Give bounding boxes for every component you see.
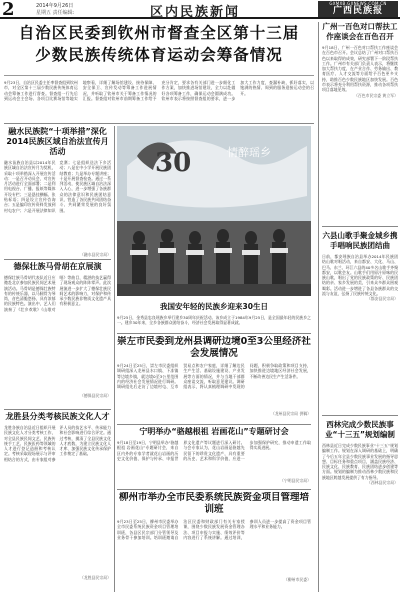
issue-date-sub: 星期五 责任编辑: xyxy=(36,10,75,16)
photo-caption-title: 我国安年轻的民族乡迎来30生日 xyxy=(160,302,268,311)
left-story-1-body: 融水苗族自治县以2014年民族区域自治法宣传月为契机，采取十项举措深入开展宣传活动：一是召开动员会，对宣传月活动进行全面部署；二是利用电视台、广播、报纸等媒体开设专栏；三是悬挂横幅、张贴标语；四是设立宣传咨询台；五是编印宣传资料发放到村屯农户；六是开展法律知识竞赛；七是组织送法下乡活动；八是在中小学开展民族团结教育；九是举办专题讲座；十是开展督查检查。通过一系列活动，使民族区域自治法深入人心，进一步增强了各族群众的法律意识和民族团结意识，营造了各民族共同团结奋斗、共同繁荣发展的良好氛围。 xyxy=(4,160,111,213)
center-story-1 xyxy=(117,336,311,422)
left-story-2-body: 德保壮族马骨胡代表队近日应邀赴北京参加民族民间艺术展演活动。马骨胡是德保壮族特有的传统乐器，以马腿骨为琴筒，音色清脆悠扬，具有浓郁的民族特色。演出中，艺人们演奏了《壮乡欢歌》《山歌对唱》等曲目，精湛的技艺赢得了现场观众的阵阵掌声。此次展演进一步扩大了德保壮族民间艺术的影响力，对保护和传承少数民族非物质文化遗产具有积极意义。 xyxy=(4,275,111,312)
brand-url: GXMXB.GXNEWS.COM.CN xyxy=(329,1,387,6)
center-story-2-body: 9月18日至19日，宁明县举办“骆越根祖 岩画花山”专题研讨会，来自区内外的专家学者就花山岩画的历史文化价值、保护与传承、申报世界文化遗产等议题进行深入研讨。与会专家认为，花山岩画是骆越先民留下的珍贵文化遗产，具有重要的历史、艺术和科学价值，应进一步加强保护研究，推动申遗工作取得实质进展。 xyxy=(117,440,311,461)
right-story-3-byline: （西林县民宗局） xyxy=(366,480,398,486)
photo-script-text: 情醉瑶乡 xyxy=(227,146,271,159)
divider xyxy=(117,424,311,425)
page-number: 2 xyxy=(2,0,15,20)
left-story-3-body: 龙胜各族自治县近日组织开展民族文化人才分类考核工作，对全县民族民间文艺、民族传统手工艺、民族医药等领域的人才进行登记造册和考核认定。考核采取现场展示与评审相结合的方式，由专家组对参评人员的技艺水平、传承能力和社会影响进行综合评定。通过考核，摸清了全县民族文化人才底数，为建立民族文化人才库、加强民族文化传承保护工作奠定了基础。 xyxy=(4,425,111,462)
left-story-3-byline: （龙胜县民宗局） xyxy=(79,575,111,580)
divider xyxy=(4,123,314,124)
center-story-3-byline: （柳州市民委） xyxy=(283,577,311,582)
divider xyxy=(117,489,311,490)
column-divider xyxy=(318,22,319,592)
section-title: 区内民族新闻 xyxy=(150,5,241,20)
right-story-2-byline: （都安县民宗局） xyxy=(366,296,398,302)
brand-name: 广西民族报 xyxy=(332,6,383,16)
left-story-1-byline: （融水县民宗局） xyxy=(79,252,111,257)
center-story-2-byline: （宁明县民宗局） xyxy=(279,478,311,483)
lead-headline-line2: 少数民族传统体育运动会筹备情况 xyxy=(35,46,283,64)
right-story-1-byline: （百色市民宗委 黄立军） xyxy=(353,92,398,98)
issue-date: 2014年9月26日 xyxy=(36,3,74,9)
left-story-3 xyxy=(4,412,111,590)
center-story-1-body: 9月24日至25日，崇左市民委组织调研组深入龙州县水口镇、下冻镇等边境乡镇，就边境0至3公里范围内的经济社会发展情况进行调研。调研组先后走访了边境村屯、互市贸易点和农户家庭，详细了解边民生产生活、基础设施建设、产业发展等方面的情况，并与当地干部群众座谈交流，听取意见建议。调研组表示，将认真梳理调研中发现的问题，积极争取政策和项目支持，加快推进边境地区经济社会发展，不断改善边民生产生活条件。 xyxy=(117,363,311,390)
right-story-2-body: 日前，都安瑶族自治县举办2014年民族团结山歌对唱活动，来自都安、大化、马山、巴马、东兰、环江六县的40多名山歌手齐聚都安，以歌会友。山歌手们用原汁原味的民族山歌，唱出了党的民族政策的好、民族团结的亲、家乡发展的美，引来众多群众围观喝彩。活动进一步增进了各县各族群众的交流与友谊，弘扬了民族传统文化。 xyxy=(322,254,398,297)
left-story-1-headline: 融水民族院“十项举措”深化 2014民族区域自治法宣传月活动 xyxy=(6,127,109,156)
right-story-1-headline: 广州一百色对口帮扶工作座谈会在百色召开 xyxy=(322,22,398,41)
column-divider xyxy=(114,126,115,592)
right-story-1-body: 9月18日，广州一百色对口帮扶工作座谈会在百色市召开。会议总结了广州对口帮扶百色以来取得的成效，研究部署下一阶段帮扶工作。广州市有关部门负责人表示，将继续加大帮扶力度，在产业合作、劳务输出、教育医疗、人才交流等方面给予百色更多支持，助推百色少数民族地区加快发展。百色市表示将充分利用帮扶资源，推动各项帮扶项目落地见效。 xyxy=(322,45,398,93)
right-story-3-body: 西林县近日完成少数民族事业“十三五”规划编制工作。规划在深入调研的基础上，明确了今后五年全县少数民族事业发展的指导思想、目标任务和重点项目，涵盖民族经济、民族文化、民族教育、民族团结进步创建等方面。规划的编制为推动西林少数民族和民族地区跨越发展提供了有力指导。 xyxy=(322,443,398,480)
center-story-1-headline: 崇左市民委到龙州县调研边境0至3公里经济社会发展情况 xyxy=(117,336,311,359)
right-story-3-headline: 西林完成少数民族事业“十三五”规划编制 xyxy=(325,420,395,439)
left-story-1 xyxy=(4,127,111,257)
divider xyxy=(322,226,398,227)
center-story-2-headline: 宁明举办“骆越根祖 岩画花山”专题研讨会 xyxy=(139,427,289,436)
photo-caption xyxy=(117,296,311,332)
right-story-2-headline: 六县山歌手聚金城乡携手唱响民族团结曲 xyxy=(322,231,398,250)
lead-headline xyxy=(4,22,314,76)
left-story-2-headline: 德保壮族马骨胡在京展演 xyxy=(13,262,102,271)
right-story-3 xyxy=(322,420,398,592)
lead-headline-line1: 自治区民委到钦州市督查全区第十三届 xyxy=(18,24,300,42)
left-story-2 xyxy=(4,262,111,407)
right-story-2 xyxy=(322,231,398,411)
masthead xyxy=(0,0,400,19)
dancers-image xyxy=(117,126,311,296)
center-story-2 xyxy=(117,427,311,487)
right-story-1 xyxy=(322,22,398,222)
feature-photo xyxy=(117,126,311,296)
center-story-1-byline: （龙州县民宗局 供稿） xyxy=(270,411,311,416)
right-column xyxy=(322,22,398,592)
lead-article-body: 9月23日，自治区民委主任率督查组到钦州市，对全区第十三届少数民族传统体育运动会筹备工作进行督查。督查组一行先后到运动会主会场、各项目比赛场馆等地实地察看，详细了解场馆建设、接待保障、安全保卫、宣传发动等筹备工作进展情况，并听取了钦州市关于筹备工作情况的汇报。督查组对钦州市前期筹备工作给予充分肯定，要求各有关部门进一步细化工作方案，加快推进场馆建设，全力以赴做好各项筹备工作，确保运动会圆满成功。钦州市表示将按照督查组的要求，进一步加大工作力度，查漏补缺，抓好落实，以饱满的热情、周到的服务迎接运动会的召开。 xyxy=(4,80,314,101)
center-story-3-body: 9月23日至25日，柳州市民委举办全市民委系统民族资金项目管理培训班，各县区民宗部门分管领导及业务骨干参加培训。培训班邀请自治区民委和财政部门有关专家授课，围绕少数民族发展资金管理办法、项目申报与实施、绩效评价等内容进行了系统讲解。通过培训，参训人员进一步提高了资金项目管理水平和业务能力。 xyxy=(117,519,311,540)
center-story-3 xyxy=(117,492,311,590)
brand-logo xyxy=(318,1,398,17)
photo-caption-body: 9月25日，金秀县忠良瑶族乡举行建乡30周年庆祝活动。该乡成立于1984年9月25日，是全国最年轻的民族乡之一。建乡30年来，全乡各族群众团结奋斗，经济社会发展取得显著成就。 xyxy=(117,315,311,326)
left-story-2-byline: （德保县民宗局） xyxy=(79,393,111,398)
svg-text:30: 30 xyxy=(155,148,192,178)
left-story-3-headline: 龙胜县分类考核民族文化人才 xyxy=(5,412,110,421)
divider xyxy=(117,333,311,334)
divider xyxy=(4,409,111,410)
divider xyxy=(4,259,111,260)
center-story-3-headline: 柳州市举办全市民委系统民族资金项目管理培训班 xyxy=(118,492,309,515)
divider xyxy=(322,415,398,416)
lead-article xyxy=(4,80,314,122)
